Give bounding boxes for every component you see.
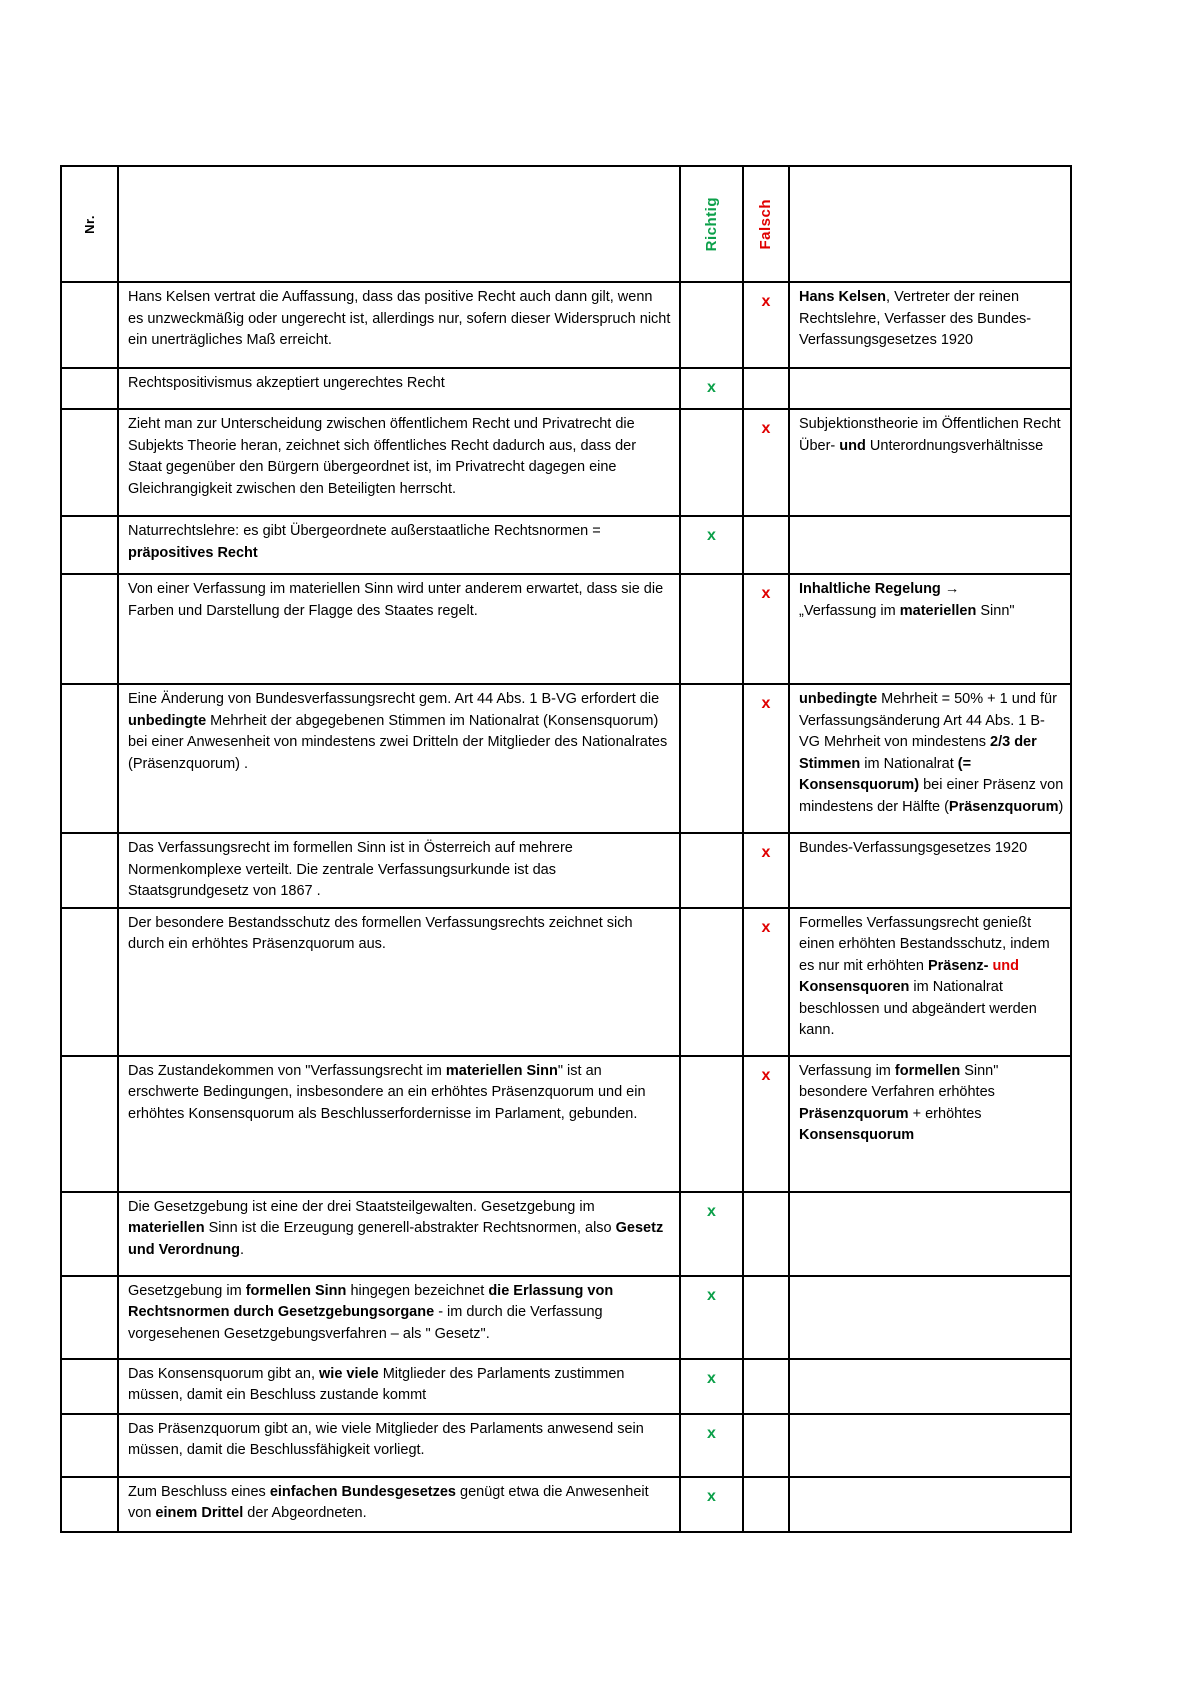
note-text: Formelles Verfassungsrecht genießt einen erhöhten Bestandsschutz, indem es nur mit erhöhten Präsenz- und Konsensquoren im Nationalrat beschlossen und abgeändert werden kann.	[789, 908, 1071, 1056]
richtig-cell	[680, 282, 743, 368]
question-text: Rechtspositivismus akzeptiert ungerechtes Recht	[118, 368, 680, 409]
row-number	[61, 1477, 118, 1532]
richtig-mark: x	[707, 527, 716, 544]
falsch-cell	[743, 1359, 789, 1414]
question-text: Eine Änderung von Bundesverfassungsrecht gem. Art 44 Abs. 1 B-VG erfordert die unbedingte Mehrheit der abgegebenen Stimmen im Nationalrat (Konsensquorum) bei einer Anwesenheit von mindestens zwei Dritteln der Mitglieder des Nationalrates (Präsenzquorum) .	[118, 684, 680, 833]
question-text: Der besondere Bestandsschutz des formellen Verfassungsrechts zeichnet sich durch ein erhöhtes Präsenzquorum aus.	[118, 908, 680, 1056]
falsch-cell	[743, 908, 789, 1056]
falsch-mark: x	[761, 293, 771, 310]
richtig-cell	[680, 1414, 743, 1477]
header-question	[118, 166, 680, 282]
header-nr: Nr.	[61, 166, 118, 282]
row-number	[61, 1192, 118, 1276]
question-text: Naturrechtslehre: es gibt Übergeordnete außerstaatliche Rechtsnormen = präpositives Recht	[118, 516, 680, 574]
quiz-table	[60, 165, 1072, 1533]
richtig-cell	[680, 684, 743, 833]
row-number	[61, 368, 118, 409]
table-row	[61, 516, 1071, 574]
note-text	[789, 1477, 1071, 1532]
table-row	[61, 1414, 1071, 1477]
table-row	[61, 684, 1071, 833]
richtig-mark: x	[707, 1202, 716, 1220]
falsch-mark: x	[761, 585, 771, 602]
falsch-mark: x	[761, 918, 771, 936]
richtig-cell	[680, 409, 743, 516]
table-row	[61, 1359, 1071, 1414]
falsch-mark: x	[761, 420, 771, 437]
header-row	[61, 166, 1071, 282]
falsch-cell	[743, 1477, 789, 1532]
question-text: Das Präsenzquorum gibt an, wie viele Mitglieder des Parlaments anwesend sein müssen, damit die Beschlussfähigkeit vorliegt.	[118, 1414, 680, 1477]
row-number	[61, 833, 118, 908]
table-row	[61, 833, 1071, 908]
question-text: Zum Beschluss eines einfachen Bundesgesetzes genügt etwa die Anwesenheit von einem Drittel der Abgeordneten.	[118, 1477, 680, 1532]
row-number	[61, 409, 118, 516]
richtig-cell	[680, 1477, 743, 1532]
note-text	[789, 1414, 1071, 1477]
row-number	[61, 516, 118, 574]
richtig-mark: x	[707, 1487, 716, 1505]
note-text: Subjektionstheorie im Öffentlichen Recht Über- und Unterordnungsverhältnisse	[789, 409, 1071, 516]
row-number	[61, 1359, 118, 1414]
table-row	[61, 908, 1071, 1056]
richtig-cell	[680, 368, 743, 409]
falsch-cell	[743, 1414, 789, 1477]
falsch-cell	[743, 1276, 789, 1359]
falsch-cell	[743, 282, 789, 368]
table-row	[61, 1276, 1071, 1359]
note-text: Verfassung im formellen Sinn" besondere Verfahren erhöhtes Präsenzquorum + erhöhtes Konsensquorum	[789, 1056, 1071, 1192]
richtig-mark: x	[707, 1424, 716, 1442]
table-row	[61, 574, 1071, 684]
richtig-cell	[680, 574, 743, 684]
richtig-cell	[680, 1276, 743, 1359]
note-text	[789, 368, 1071, 409]
row-number	[61, 1414, 118, 1477]
richtig-cell	[680, 908, 743, 1056]
question-text: Zieht man zur Unterscheidung zwischen öffentlichem Recht und Privatrecht die Subjekts Theorie heran, zeichnet sich öffentliches Recht dadurch aus, dass der Staat gegenüber den Bürgern übergeordnet ist, im Privatrecht dagegen eine Gleichrangigkeit zwischen den Beteiligten herrscht.	[118, 409, 680, 516]
row-number	[61, 574, 118, 684]
row-number	[61, 282, 118, 368]
falsch-cell	[743, 368, 789, 409]
table-row	[61, 1477, 1071, 1532]
note-text: Inhaltliche Regelung → „Verfassung im materiellen Sinn"	[789, 574, 1071, 684]
row-number	[61, 684, 118, 833]
falsch-mark: x	[761, 844, 771, 861]
richtig-cell	[680, 1056, 743, 1192]
falsch-mark: x	[761, 1066, 771, 1084]
richtig-cell	[680, 1359, 743, 1414]
note-text	[789, 516, 1071, 574]
table-row	[61, 368, 1071, 409]
header-richtig: Richtig	[680, 166, 743, 282]
question-text: Von einer Verfassung im materiellen Sinn wird unter anderem erwartet, dass sie die Farben und Darstellung der Flagge des Staates regelt.	[118, 574, 680, 684]
falsch-cell	[743, 574, 789, 684]
table-row	[61, 1192, 1071, 1276]
note-text: Hans Kelsen, Vertreter der reinen Rechtslehre, Verfasser des Bundes-Verfassungsgesetzes 1920	[789, 282, 1071, 368]
table-row	[61, 409, 1071, 516]
arrow-icon: →	[944, 581, 960, 597]
table-row	[61, 1056, 1071, 1192]
row-number	[61, 908, 118, 1056]
falsch-cell	[743, 409, 789, 516]
falsch-cell	[743, 1192, 789, 1276]
question-text: Das Verfassungsrecht im formellen Sinn ist in Österreich auf mehrere Normenkomplexe verteilt. Die zentrale Verfassungsurkunde ist das Staatsgrundgesetz von 1867 .	[118, 833, 680, 908]
question-text: Gesetzgebung im formellen Sinn hingegen bezeichnet die Erlassung von Rechtsnormen durch Gesetzgebungsorgane - im durch die Verfassung vorgesehenen Gesetzgebungsverfahren – als " Gesetz".	[118, 1276, 680, 1359]
question-text: Das Konsensquorum gibt an, wie viele Mitglieder des Parlaments zustimmen müssen, damit ein Beschluss zustande kommt	[118, 1359, 680, 1414]
richtig-cell	[680, 833, 743, 908]
question-text: Die Gesetzgebung ist eine der drei Staatsteilgewalten. Gesetzgebung im materiellen Sinn ist die Erzeugung generell-abstrakter Rechtsnormen, also Gesetz und Verordnung.	[118, 1192, 680, 1276]
falsch-cell	[743, 516, 789, 574]
note-text: unbedingte Mehrheit = 50% + 1 und für Verfassungsänderung Art 44 Abs. 1 B-VG Mehrheit von mindestens 2/3 der Stimmen im Nationalrat (= Konsensquorum) bei einer Präsenz von mindestens der Hälfte (Präsenzquorum)	[789, 684, 1071, 833]
header-notes	[789, 166, 1071, 282]
falsch-cell	[743, 833, 789, 908]
falsch-mark: x	[761, 695, 771, 712]
richtig-cell	[680, 516, 743, 574]
falsch-cell	[743, 684, 789, 833]
richtig-cell	[680, 1192, 743, 1276]
note-text	[789, 1192, 1071, 1276]
header-falsch: Falsch	[743, 166, 789, 282]
richtig-mark: x	[707, 379, 716, 396]
question-text: Das Zustandekommen von "Verfassungsrecht im materiellen Sinn" ist an erschwerte Bedingungen, insbesondere an ein erhöhtes Präsenzquorum und ein erhöhtes Konsensquorum als Beschlusserfordernisse im Parlament, gebunden.	[118, 1056, 680, 1192]
row-number	[61, 1276, 118, 1359]
note-text	[789, 1276, 1071, 1359]
row-number	[61, 1056, 118, 1192]
richtig-mark: x	[707, 1369, 716, 1387]
richtig-mark: x	[707, 1286, 716, 1304]
question-text: Hans Kelsen vertrat die Auffassung, dass das positive Recht auch dann gilt, wenn es unzweckmäßig oder ungerecht ist, allerdings nur, sofern dieser Widerspruch nicht ein unerträgliches Maß erreicht.	[118, 282, 680, 368]
table-row	[61, 282, 1071, 368]
note-text: Bundes-Verfassungsgesetzes 1920	[789, 833, 1071, 908]
note-text	[789, 1359, 1071, 1414]
falsch-cell	[743, 1056, 789, 1192]
